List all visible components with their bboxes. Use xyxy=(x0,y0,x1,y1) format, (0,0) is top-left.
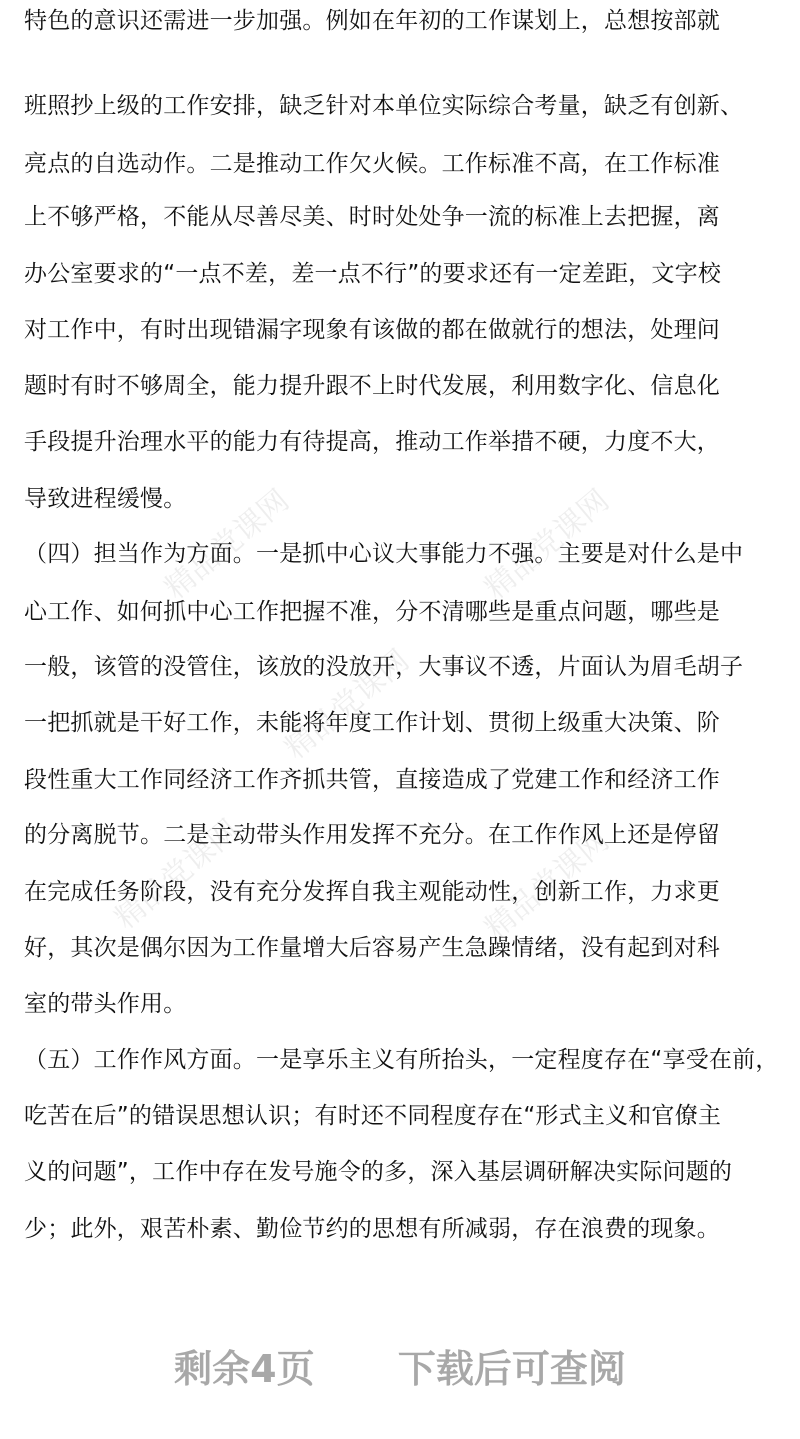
text-line: 特色的意识还需进一步加强。例如在年初的工作谋划上，总想按部就 xyxy=(24,8,720,34)
text-line: 义的问题”，工作中存在发号施令的多，深入基层调研解决实际问题的 xyxy=(24,1159,733,1185)
remaining-pages-label: 剩余4页 xyxy=(174,1347,315,1391)
text-line: （四）担当作为方面。一是抓中心议大事能力不强。主要是对什么是中 xyxy=(24,541,744,567)
watermark: 精品党课网 xyxy=(478,823,616,947)
text-line: 题时有时不够周全，能力提升跟不上时代发展，利用数字化、信息化 xyxy=(24,373,720,399)
text-line: 吃苦在后”的错误思想认识；有时还不同程度存在“形式主义和官僚主 xyxy=(24,1103,722,1129)
text-line: 段性重大工作同经济工作齐抓共管，直接造成了党建工作和经济工作 xyxy=(24,767,720,793)
text-line: 上不够严格，不能从尽善尽美、时时处处争一流的标准上去把握，离 xyxy=(24,204,720,230)
watermark: 精品党课网 xyxy=(108,813,246,937)
text-line: 手段提升治理水平的能力有待提高，推动工作举措不硬，力度不大， xyxy=(24,429,720,455)
watermark: 精品党课网 xyxy=(278,643,416,767)
text-line: 亮点的自选动作。二是推动工作欠火候。工作标准不高，在工作标准 xyxy=(24,151,720,177)
download-to-view-label: 下载后可查阅 xyxy=(397,1347,626,1391)
text-line: 一把抓就是干好工作，未能将年度工作计划、贯彻上级重大决策、阶 xyxy=(24,710,720,736)
text-line: 对工作中，有时出现错漏字现象有该做的都在做就行的想法，处理问 xyxy=(24,317,720,343)
text-line: 好，其次是偶尔因为工作量增大后容易产生急躁情绪，没有起到对科 xyxy=(24,935,720,961)
text-line: 一般，该管的没管住，该放的没放开，大事议不透，片面认为眉毛胡子 xyxy=(24,654,744,680)
text-line: 室的带头作用。 xyxy=(24,991,187,1017)
watermark: 精品党课网 xyxy=(158,483,296,607)
text-line: 心工作、如何抓中心工作把握不准，分不清哪些是重点问题，哪些是 xyxy=(24,599,720,625)
download-prompt xyxy=(0,1338,800,1393)
text-line: 班照抄上级的工作安排，缺乏针对本单位实际综合考量，缺乏有创新、 xyxy=(24,93,744,119)
text-line: 导致进程缓慢。 xyxy=(24,486,187,512)
text-line: 的分离脱节。二是主动带头作用发挥不充分。在工作作风上还是停留 xyxy=(24,822,720,848)
watermark: 精品党课网 xyxy=(478,483,616,607)
text-line: 在完成任务阶段，没有充分发挥自我主观能动性，创新工作，力求更 xyxy=(24,879,720,905)
text-line: 少；此外，艰苦朴素、勤俭节约的思想有所减弱，存在浪费的现象。 xyxy=(24,1216,720,1242)
text-line: （五）工作作风方面。一是享乐主义有所抬头，一定程度存在“享受在前， xyxy=(24,1047,779,1073)
text-line: 办公室要求的“一点不差，差一点不行”的要求还有一定差距，文字校 xyxy=(24,261,722,287)
